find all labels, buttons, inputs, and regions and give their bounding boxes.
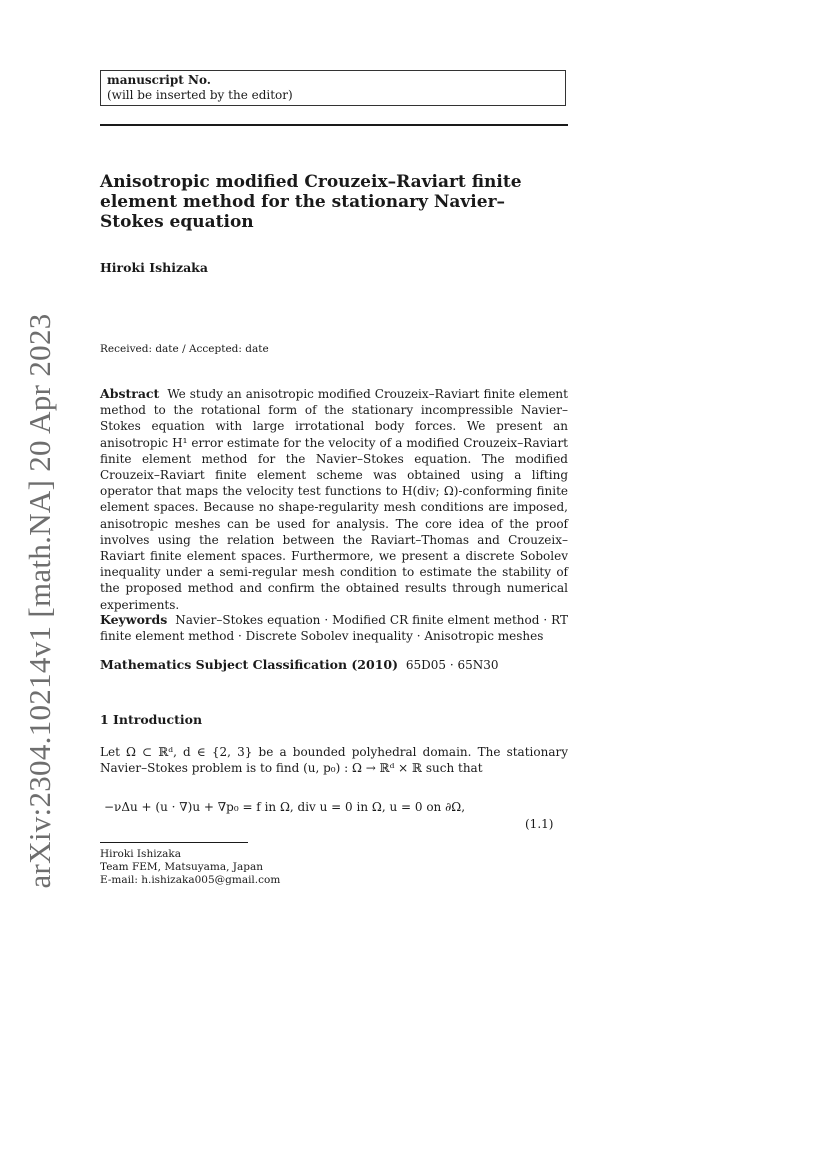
manuscript-label: manuscript No.	[107, 73, 211, 87]
abstract-text: We study an anisotropic modified Crouzeix–Raviart finite element method to the rotational form of the stationary incompressible Navier–Stokes equation with large irrotational body forces. We present an anisotropic H¹ error estimate for the velocity of a modified Crouzeix–Raviart finite element method for the Navier–Stokes equation. The modified Crouzeix–Raviart finite element scheme was obtained using a lifting operator that maps the velocity test functions to H(div; Ω)-conforming finite element spaces. Because no shape-regularity mesh conditions are imposed, anisotropic meshes can be used for analysis. The core idea of the proof involves using the relation between the Raviart–Thomas and Crouzeix–Raviart finite element spaces. Furthermore, we present a discrete Sobolev inequality under a semi-regular mesh condition to estimate the stability of the proposed method and confirm the obtained results through numerical experiments.	[100, 387, 568, 612]
msc-label: Mathematics Subject Classification (2010)	[100, 657, 399, 672]
footnote-email: E-mail: h.ishizaka005@gmail.com	[100, 874, 281, 886]
msc-text: 65D05 · 65N30	[405, 658, 499, 672]
msc-classification	[100, 657, 568, 673]
intro-paragraph: Let Ω ⊂ ℝᵈ, d ∈ {2, 3} be a bounded polyhedral domain. The stationary Navier–Stokes problem is to find (u, p₀) : Ω → ℝᵈ × ℝ such that	[100, 745, 568, 776]
keywords-label: Keywords	[100, 612, 168, 627]
arxiv-stamp: arXiv:2304.10214v1 [math.NA] 20 Apr 2023	[22, 313, 57, 889]
keywords	[100, 612, 568, 644]
equation: −νΔu + (u · ∇)u + ∇p₀ = f in Ω, div u = 0 in Ω, u = 0 on ∂Ω,	[104, 800, 466, 814]
footnote	[100, 848, 280, 887]
manuscript-box	[100, 70, 566, 106]
section-heading: 1 Introduction	[100, 712, 203, 727]
manuscript-note: (will be inserted by the editor)	[107, 88, 293, 102]
received-date: Received: date / Accepted: date	[100, 343, 269, 355]
paper-title: Anisotropic modified Crouzeix–Raviart finite element method for the stationary Navier–Stokes equation	[100, 172, 522, 232]
author-name: Hiroki Ishizaka	[100, 260, 208, 275]
equation-number: (1.1)	[525, 817, 554, 831]
keywords-text: Navier–Stokes equation · Modified CR finite elment method · RT finite element method · Discrete Sobolev inequality · Anisotropic meshes	[100, 613, 568, 644]
footnote-affiliation: Team FEM, Matsuyama, Japan	[100, 861, 264, 873]
footnote-rule	[100, 842, 248, 843]
footnote-name: Hiroki Ishizaka	[100, 848, 181, 860]
abstract	[100, 386, 568, 613]
header-rule	[100, 124, 568, 126]
abstract-label: Abstract	[100, 386, 160, 401]
